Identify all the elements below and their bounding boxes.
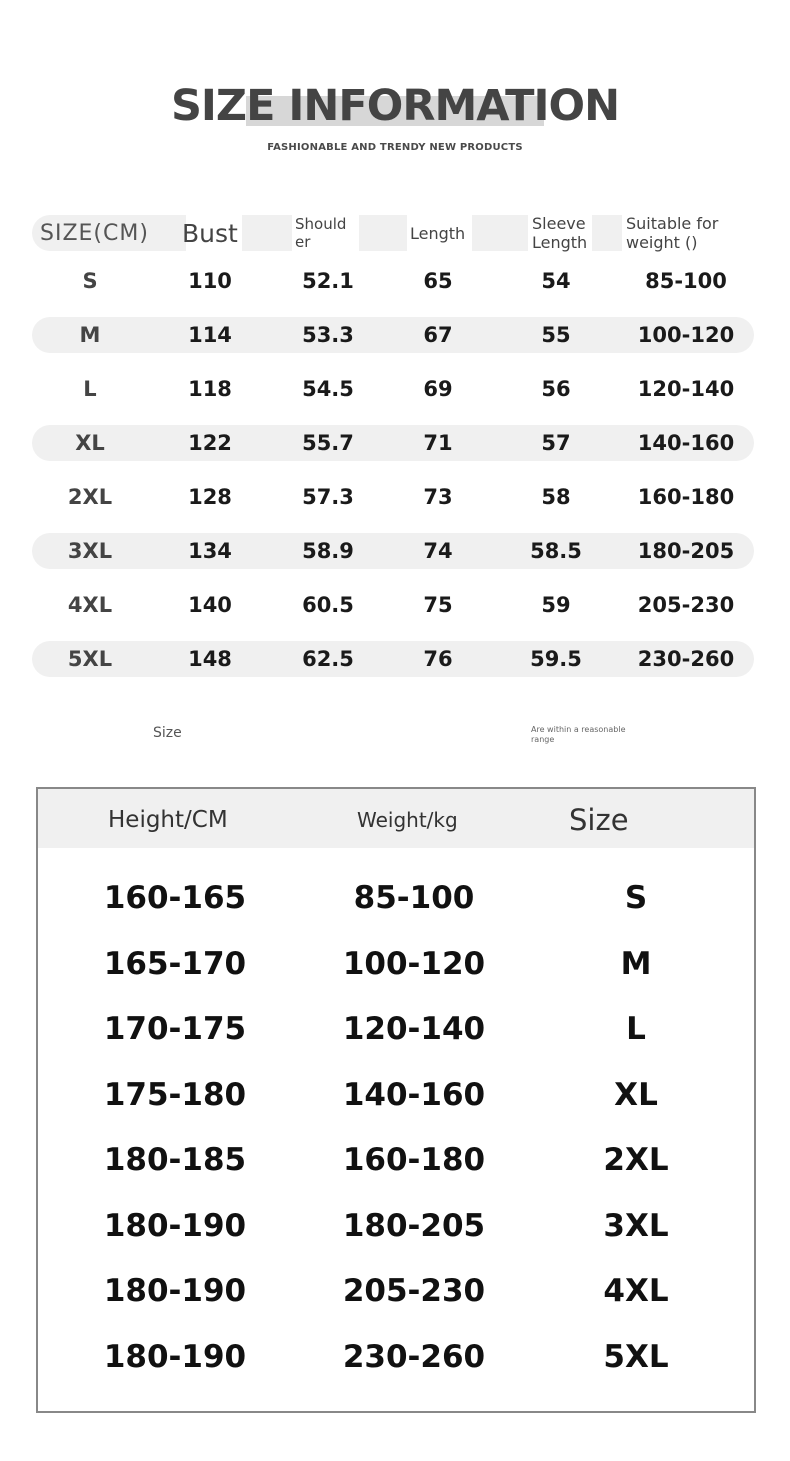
header-spacer: [242, 215, 292, 251]
range-note: Are within a reasonable range: [531, 725, 626, 744]
sleeve-cell: 54: [541, 269, 571, 293]
size-cell: 5XL: [603, 1339, 669, 1375]
table-row: [38, 1070, 754, 1120]
weight-cell: 160-180: [342, 1142, 486, 1178]
weight-cell: 100-120: [342, 946, 486, 982]
sleeve-cell: 58: [541, 485, 571, 509]
length-cell: 73: [423, 485, 453, 509]
sleeve-cell: 57: [541, 431, 571, 455]
page-subtitle: FASHIONABLE AND TRENDY NEW PRODUCTS: [267, 142, 523, 153]
header-spacer: [359, 215, 407, 251]
weight-cell: 140-160: [342, 1077, 486, 1113]
length-cell: 71: [423, 431, 453, 455]
length-cell: 75: [423, 593, 453, 617]
weight-cell: 85-100: [645, 269, 727, 293]
header-sleeve-length: Sleeve Length: [532, 214, 588, 252]
shoulder-cell: 55.7: [302, 431, 354, 455]
weight-cell: 140-160: [637, 431, 735, 455]
sleeve-cell: 59: [541, 593, 571, 617]
measurement-table-header: [32, 210, 754, 258]
shoulder-cell: 52.1: [302, 269, 354, 293]
header-size: SIZE(CM): [32, 215, 186, 251]
weight-cell: 230-260: [637, 647, 735, 671]
bust-cell: 128: [188, 485, 232, 509]
size-cell: M: [79, 323, 101, 347]
size-cell: 3XL: [67, 539, 113, 563]
size-cell: 5XL: [67, 647, 113, 671]
page-title: SIZE INFORMATION: [170, 81, 620, 131]
weight-cell: 180-205: [637, 539, 735, 563]
length-cell: 67: [423, 323, 453, 347]
bust-cell: 118: [188, 377, 232, 401]
size-cell: XL: [75, 431, 105, 455]
table-row: [38, 1266, 754, 1316]
height-cell: 180-185: [103, 1142, 247, 1178]
header-bust: Bust: [182, 218, 238, 248]
size-cell: L: [83, 377, 97, 401]
table-row: [32, 263, 754, 299]
sleeve-cell: 55: [541, 323, 571, 347]
size-cell: S: [624, 880, 648, 916]
header-shoulder: Should er: [295, 215, 347, 251]
shoulder-cell: 58.9: [302, 539, 354, 563]
size-note: Size: [153, 725, 182, 741]
height-cell: 165-170: [103, 946, 247, 982]
weight-cell: 180-205: [342, 1208, 486, 1244]
table-row: [38, 939, 754, 989]
length-cell: 65: [423, 269, 453, 293]
table-row: [32, 317, 754, 353]
bust-cell: 110: [188, 269, 232, 293]
weight-cell: 120-140: [637, 377, 735, 401]
table-row: [32, 371, 754, 407]
table-row: [32, 425, 754, 461]
weight-cell: 120-140: [342, 1011, 486, 1047]
table-row: [38, 1201, 754, 1251]
weight-cell: 230-260: [342, 1339, 486, 1375]
header-size: Size: [569, 803, 629, 837]
table-row: [32, 587, 754, 623]
height-cell: 160-165: [103, 880, 247, 916]
bust-cell: 134: [188, 539, 232, 563]
table-row: [32, 641, 754, 677]
weight-cell: 205-230: [637, 593, 735, 617]
table-row: [38, 1004, 754, 1054]
size-cell: 2XL: [603, 1142, 669, 1178]
height-cell: 180-190: [103, 1208, 247, 1244]
table-row: [38, 873, 754, 923]
height-cell: 175-180: [103, 1077, 247, 1113]
bust-cell: 148: [188, 647, 232, 671]
header-weight: Weight/kg: [357, 808, 458, 832]
sleeve-cell: 58.5: [530, 539, 582, 563]
shoulder-cell: 62.5: [302, 647, 354, 671]
shoulder-cell: 54.5: [302, 377, 354, 401]
sleeve-cell: 59.5: [530, 647, 582, 671]
size-cell: M: [620, 946, 652, 982]
size-cell: XL: [614, 1077, 658, 1113]
size-cell: L: [626, 1011, 646, 1047]
weight-cell: 160-180: [637, 485, 735, 509]
title-wrap: [0, 80, 790, 132]
size-recommendation-table: [36, 787, 756, 1413]
header-height: Height/CM: [108, 807, 228, 833]
table-row: [32, 479, 754, 515]
length-cell: 69: [423, 377, 453, 401]
size-cell: 4XL: [67, 593, 113, 617]
size-cell: S: [82, 269, 98, 293]
header-spacer: [472, 215, 528, 251]
length-cell: 74: [423, 539, 453, 563]
shoulder-cell: 53.3: [302, 323, 354, 347]
bust-cell: 122: [188, 431, 232, 455]
length-cell: 76: [423, 647, 453, 671]
header-spacer: [592, 215, 622, 251]
weight-cell: 85-100: [353, 880, 475, 916]
height-cell: 180-190: [103, 1273, 247, 1309]
weight-cell: 100-120: [637, 323, 735, 347]
sleeve-cell: 56: [541, 377, 571, 401]
size-cell: 2XL: [67, 485, 113, 509]
table-row: [38, 1332, 754, 1382]
size-cell: 3XL: [603, 1208, 669, 1244]
measurement-table: [32, 210, 754, 677]
header-length: Length: [410, 223, 466, 243]
shoulder-cell: 57.3: [302, 485, 354, 509]
table-row: [38, 1135, 754, 1185]
shoulder-cell: 60.5: [302, 593, 354, 617]
header-suitable-weight: Suitable for weight (): [626, 214, 719, 252]
recommendation-table-header: [38, 789, 754, 848]
weight-cell: 205-230: [342, 1273, 486, 1309]
bust-cell: 140: [188, 593, 232, 617]
table-row: [32, 533, 754, 569]
height-cell: 170-175: [103, 1011, 247, 1047]
height-cell: 180-190: [103, 1339, 247, 1375]
size-cell: 4XL: [603, 1273, 669, 1309]
bust-cell: 114: [188, 323, 232, 347]
